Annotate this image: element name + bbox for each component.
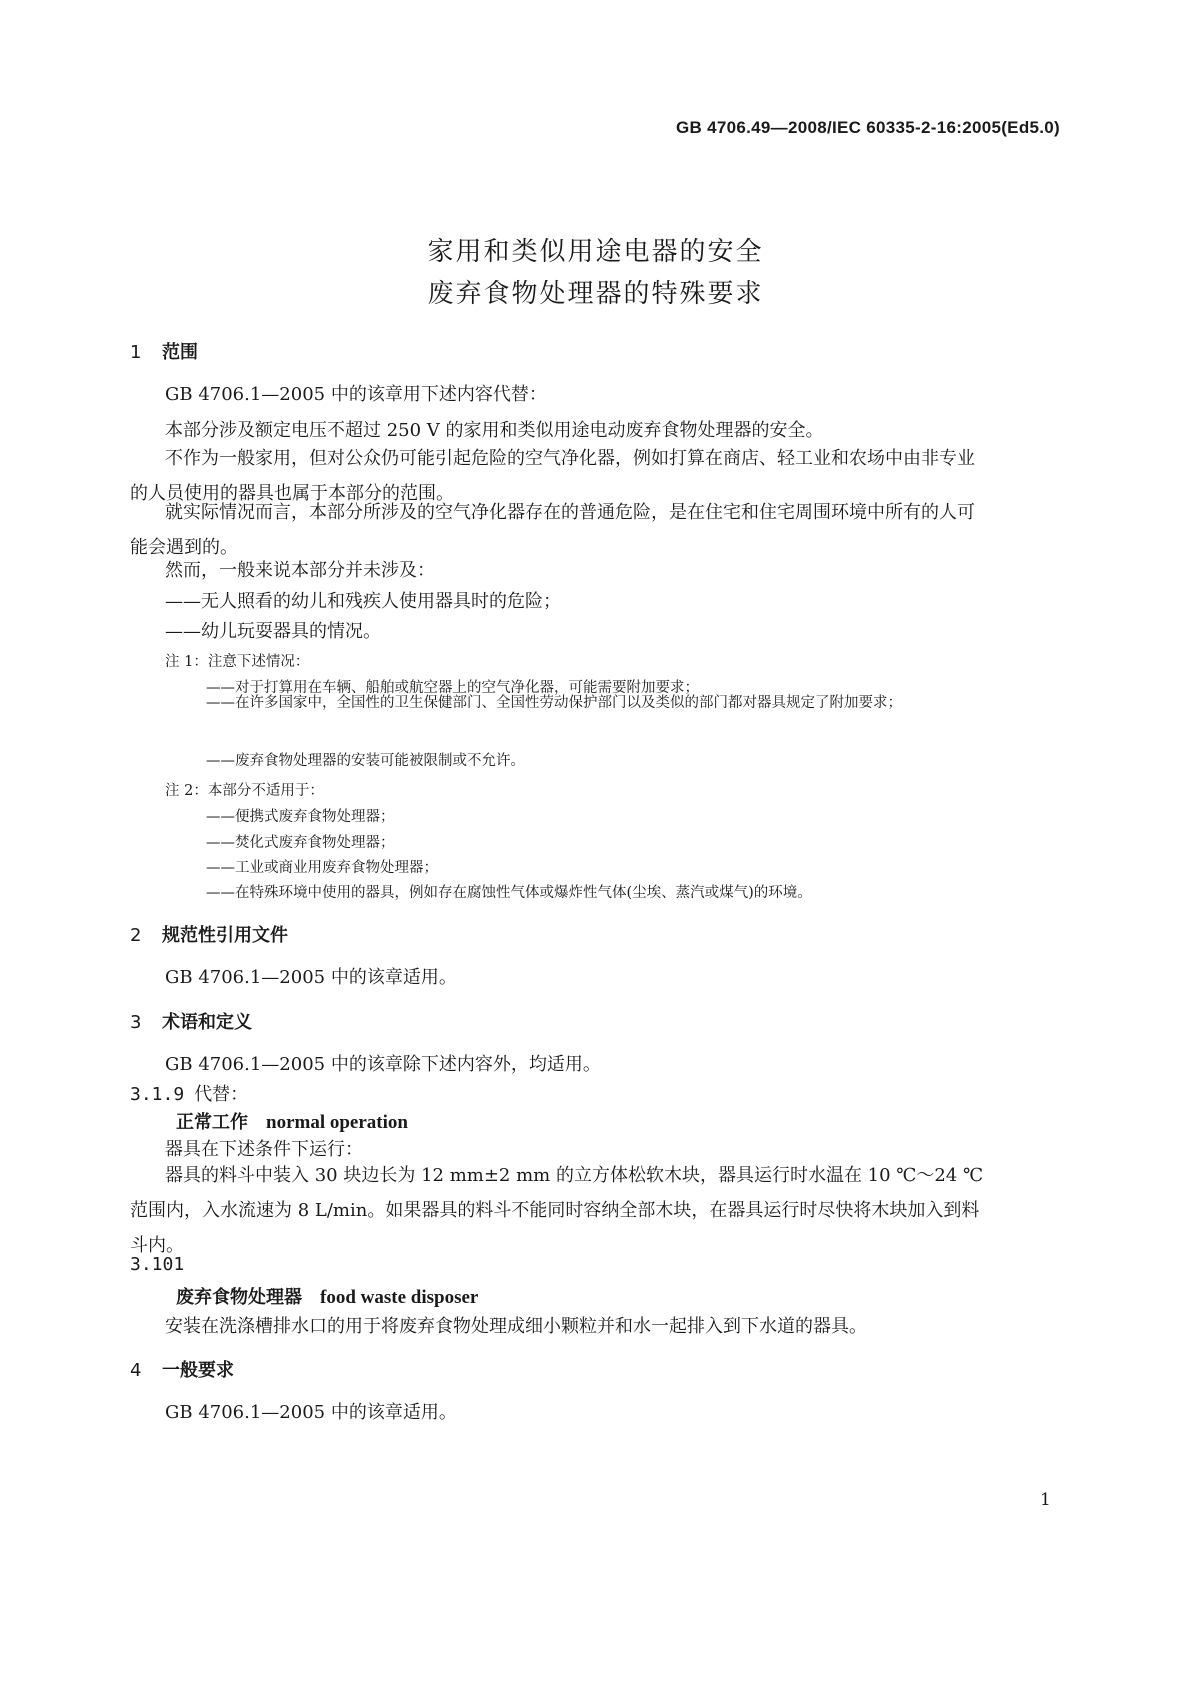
clause-text: 代替： (194, 1084, 249, 1105)
section-title: 规范性引用文件 (162, 925, 288, 946)
note-item: ——焚化式废弃食物处理器； (206, 835, 395, 851)
term-en: normal operation (266, 1112, 408, 1133)
note-2-label: 注 2：本部分不适用于： (165, 783, 324, 799)
clause-number: 3.1.9 (130, 1084, 185, 1105)
term-zh: 废弃食物处理器 (176, 1287, 302, 1308)
paragraph: 不作为一般家用，但对公众仍可能引起危险的空气净化器，例如打算在商店、轻工业和农场中由非专业的人员使用的器具也属于本部分的范围。 (130, 448, 975, 504)
note-item: ——在许多国家中，全国性的卫生保健部门、全国性劳动保护部门以及类似的部门都对器具规定了附加要求； (206, 695, 902, 711)
term-zh: 正常工作 (176, 1112, 248, 1133)
note-item: ——工业或商业用废弃食物处理器； (206, 860, 438, 876)
section-number: 2 (130, 925, 142, 946)
paragraph: 就实际情况而言，本部分所涉及的空气净化器存在的普通危险，是在住宅和住宅周围环境中所有的人可能会遇到的。 (130, 502, 975, 558)
page-number: 1 (1040, 1490, 1051, 1510)
paragraph: GB 4706.1—2005 中的该章适用。 (165, 967, 457, 988)
paragraph: GB 4706.1—2005 中的该章用下述内容代替： (165, 384, 547, 405)
note-item: ——对于打算用在车辆、船舶或航空器上的空气净化器，可能需要附加要求； (206, 680, 699, 696)
clause-number: 3.101 (130, 1254, 185, 1275)
note-item: ——在特殊环境中使用的器具，例如存在腐蚀性气体或爆炸性气体(尘埃、蒸汽或煤气)的环境。 (206, 885, 812, 901)
clause-3-101 (130, 1254, 184, 1275)
list-item: ——无人照看的幼儿和残疾人使用器具时的危险； (165, 591, 561, 612)
section-number: 4 (130, 1360, 142, 1381)
section-3-heading (130, 1008, 252, 1034)
paragraph: 然而，一般来说本部分并未涉及： (165, 560, 435, 581)
term-food-waste-disposer (176, 1283, 478, 1309)
paragraph: 器具的料斗中装入 30 块边长为 12 mm±2 mm 的立方体松软木块，器具运行时水温在 10 ℃～24 ℃范围内，入水流速为 8 L/min。如果器具的料斗不能同时容纳全部木块，在器具运行时尽快将木块加入到料斗内。 (130, 1165, 984, 1256)
document-title-line2: 废弃食物处理器的特殊要求 (427, 279, 764, 309)
term-en: food waste disposer (320, 1287, 479, 1308)
section-2-heading (130, 921, 288, 947)
section-4-heading (130, 1356, 234, 1382)
paragraph: GB 4706.1—2005 中的该章除下述内容外，均适用。 (165, 1054, 601, 1075)
clause-3-1-9 (130, 1080, 248, 1106)
paragraph: GB 4706.1—2005 中的该章适用。 (165, 1402, 457, 1423)
document-title-line1: 家用和类似用途电器的安全 (427, 237, 764, 267)
section-1-heading (130, 338, 198, 364)
section-number: 3 (130, 1012, 142, 1033)
term-normal-operation (176, 1108, 408, 1134)
section-title: 术语和定义 (162, 1012, 252, 1033)
note-item: ——废弃食物处理器的安装可能被限制或不允许。 (206, 753, 525, 769)
standard-header: GB 4706.49—2008/IEC 60335-2-16:2005(Ed5.0) (676, 118, 1060, 137)
paragraph: 安装在洗涤槽排水口的用于将废弃食物处理成细小颗粒并和水一起排入到下水道的器具。 (165, 1316, 867, 1337)
note-1-label: 注 1：注意下述情况： (165, 654, 310, 670)
section-title: 范围 (162, 342, 198, 363)
paragraph: 本部分涉及额定电压不超过 250 V 的家用和类似用途电动废弃食物处理器的安全。 (165, 420, 824, 441)
paragraph: 器具在下述条件下运行： (165, 1139, 363, 1160)
section-number: 1 (130, 342, 142, 363)
section-title: 一般要求 (162, 1360, 234, 1381)
note-item: ——便携式废弃食物处理器； (206, 809, 395, 825)
list-item: ——幼儿玩耍器具的情况。 (165, 621, 381, 642)
